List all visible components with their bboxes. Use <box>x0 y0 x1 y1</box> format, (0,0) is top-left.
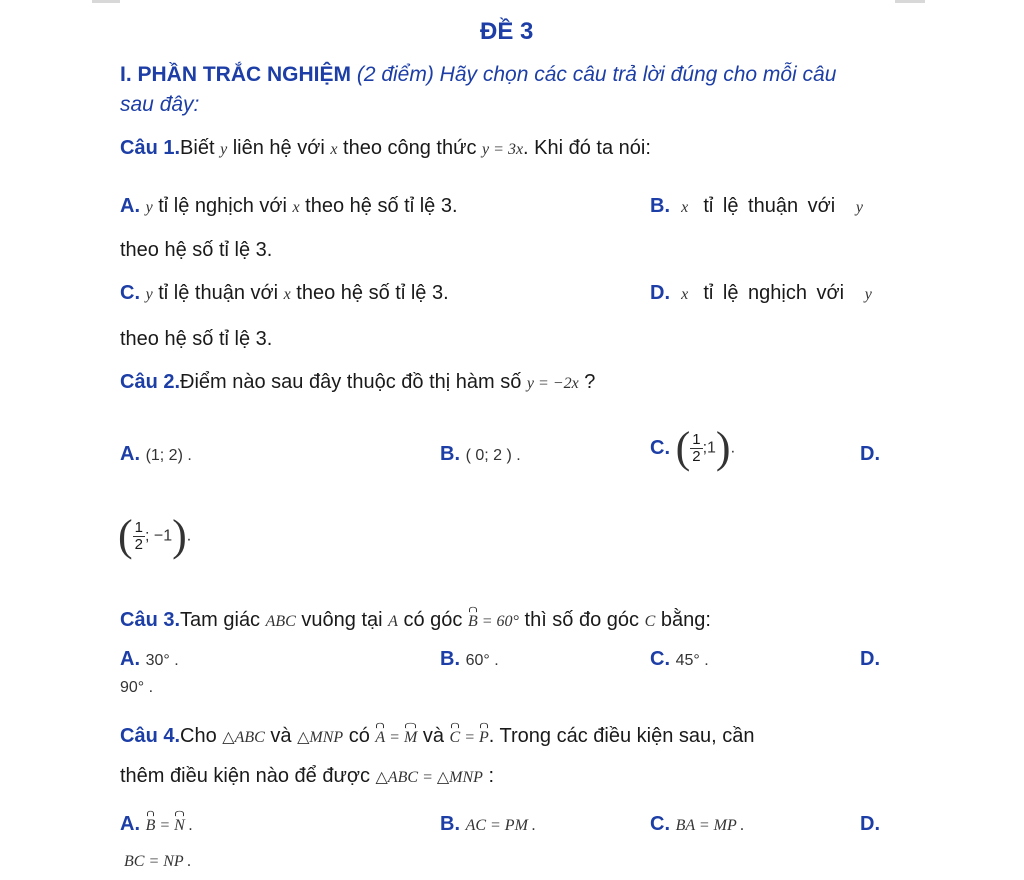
q4-option-d[interactable] <box>860 812 880 836</box>
q1-a-var-1: y <box>145 199 153 216</box>
q2-c-num: 1 <box>692 430 701 448</box>
q2-d-fraction <box>133 520 145 553</box>
q3-triangle: ABC <box>265 613 296 630</box>
q4-congruence: △ABC = △MNP <box>375 769 483 786</box>
q4-eq-1: = <box>385 729 404 746</box>
q1-text-1: Biết <box>180 137 221 159</box>
q3-text-1: Tam giác <box>180 609 266 631</box>
q3-b-value: 60° . <box>465 652 499 669</box>
q4-option-b[interactable] <box>440 812 536 836</box>
top-edge-right <box>895 0 925 3</box>
q1-a-text-1: tỉ lệ nghịch với <box>152 195 293 217</box>
q1-option-d[interactable] <box>650 281 872 305</box>
q4-b-value: AC = PM . <box>465 817 536 834</box>
q4-a-end: . <box>184 817 193 834</box>
q3-option-a-label: A. <box>120 648 140 670</box>
top-edge-left <box>92 0 120 3</box>
q4-option-a[interactable] <box>120 812 193 836</box>
q1-c-text-2: theo hệ số tỉ lệ 3. <box>290 282 449 304</box>
q3-c-value: 45° . <box>675 652 709 669</box>
q2-c-rest: ;1 <box>702 439 716 457</box>
question-3 <box>120 608 711 632</box>
q1-formula: y = 3x <box>482 141 524 158</box>
q2-text-2: ? <box>578 371 596 393</box>
q4-text-3: có <box>343 725 376 747</box>
question-4 <box>120 724 755 748</box>
q3-angle-eq: = 60° <box>477 613 519 630</box>
q3-text-4: thì số đo góc <box>518 609 645 631</box>
q1-c-text-1: tỉ lệ thuận với <box>152 282 284 304</box>
q2-d-end: . <box>186 527 192 545</box>
q4-option-d-label: D. <box>860 813 880 835</box>
question-2-label: Câu 2. <box>120 371 181 393</box>
q2-b-value: ( 0; 2 ) . <box>465 447 521 464</box>
q3-a-value: 30° . <box>145 652 179 669</box>
q4-text-2: và <box>264 725 298 747</box>
q1-a-text-2: theo hệ số tỉ lệ 3. <box>299 195 458 217</box>
q1-var-2: x <box>330 141 338 158</box>
q4-option-c[interactable] <box>650 812 744 836</box>
q1-text-2: liên hệ với <box>227 137 331 159</box>
q2-option-c[interactable] <box>650 423 736 472</box>
q4-angle-a: A <box>375 729 386 746</box>
q1-b-var-2: y <box>855 199 863 216</box>
section-heading-main: I. PHẦN TRẮC NGHIỆM <box>120 63 351 86</box>
q2-c-den: 2 <box>692 447 701 465</box>
q3-option-b[interactable] <box>440 647 499 671</box>
q1-option-c-label: C. <box>120 282 140 304</box>
q1-b-text-1: tỉ lệ thuận với <box>693 195 845 217</box>
q1-b-var-1: x <box>681 199 689 216</box>
q2-d-den: 2 <box>134 535 143 553</box>
section-heading-line2: sau đây: <box>120 93 200 116</box>
q4-text-1: Cho <box>180 725 223 747</box>
q2-option-b-label: B. <box>440 443 460 465</box>
q4-triangle-2: △MNP <box>297 729 344 746</box>
q1-text-4: . Khi đó ta nói: <box>523 137 651 159</box>
q3-option-d-label: D. <box>860 648 880 670</box>
question-4-line2 <box>120 764 494 788</box>
q1-d-var-2: y <box>864 286 872 303</box>
q2-c-end: . <box>730 439 736 457</box>
q2-c-fraction <box>690 432 702 465</box>
q4-a-angle-n: N <box>174 817 185 834</box>
q4-a-angle-b: B <box>145 817 156 834</box>
q1-option-c[interactable] <box>120 281 449 305</box>
q4-a-eq: = <box>155 817 175 834</box>
q2-option-d-label: D. <box>860 443 880 465</box>
q4-triangle-1: △ABC <box>222 729 265 746</box>
q2-option-d-value <box>118 511 192 560</box>
q3-vertex-a: A <box>388 613 398 630</box>
q2-option-a[interactable] <box>120 442 192 466</box>
q1-option-b[interactable] <box>650 194 863 218</box>
q4-text-5: . Trong các điều kiện sau, cần <box>488 725 755 747</box>
q2-d-open-paren: ( <box>118 511 133 560</box>
q1-text-3: theo công thức <box>337 137 483 159</box>
q2-a-value: (1; 2) . <box>145 447 192 464</box>
q1-c-var-2: x <box>283 286 291 303</box>
q2-formula: y = −2x <box>526 375 579 392</box>
q3-d-value: 90° . <box>120 679 154 696</box>
section-heading-rest: (2 điểm) Hãy chọn các câu trả lời đúng cho mỗi câu <box>351 63 837 86</box>
q1-option-d-label: D. <box>650 282 670 304</box>
q3-option-a[interactable] <box>120 647 179 671</box>
q1-option-b-label: B. <box>650 195 670 217</box>
q3-option-c-label: C. <box>650 648 670 670</box>
q1-a-var-2: x <box>292 199 300 216</box>
q3-text-2: vuông tại <box>295 609 389 631</box>
q2-d-num: 1 <box>134 518 143 536</box>
q2-option-a-label: A. <box>120 443 140 465</box>
q1-c-var-1: y <box>145 286 153 303</box>
question-2 <box>120 370 595 394</box>
q4-line2-text: thêm điều kiện nào để được <box>120 765 376 787</box>
q1-option-d-cont: theo hệ số tỉ lệ 3. <box>120 328 273 350</box>
q2-text-1: Điểm nào sau đây thuộc đồ thị hàm số <box>180 371 527 393</box>
q1-d-text-1: tỉ lệ nghịch với <box>693 282 854 304</box>
q4-text-6: : <box>482 765 495 787</box>
q2-option-d[interactable] <box>860 442 880 466</box>
q1-var-1: y <box>220 141 228 158</box>
q3-option-d[interactable] <box>860 647 880 671</box>
q1-option-a[interactable] <box>120 194 458 218</box>
q1-option-b-cont: theo hệ số tỉ lệ 3. <box>120 239 273 261</box>
q3-option-c[interactable] <box>650 647 709 671</box>
q3-option-b-label: B. <box>440 648 460 670</box>
q2-option-c-label: C. <box>650 437 670 459</box>
q2-d-rest: ; −1 <box>145 527 173 545</box>
q4-option-c-label: C. <box>650 813 670 835</box>
q3-text-5: bằng: <box>655 609 711 631</box>
question-3-label: Câu 3. <box>120 609 181 631</box>
section-heading <box>120 62 836 87</box>
q2-d-close-paren: ) <box>172 511 187 560</box>
q4-option-b-label: B. <box>440 813 460 835</box>
question-1 <box>120 136 651 160</box>
q1-option-a-label: A. <box>120 195 140 217</box>
q4-c-value: BA = MP . <box>675 817 745 834</box>
q2-option-b[interactable] <box>440 442 521 466</box>
q4-angle-p: P <box>479 729 489 746</box>
q4-option-a-label: A. <box>120 813 140 835</box>
q4-text-4: và <box>417 725 450 747</box>
q3-angle-b: B <box>467 613 478 630</box>
question-1-label: Câu 1. <box>120 137 181 159</box>
exam-title: ĐỀ 3 <box>480 18 534 45</box>
q4-eq-2: = <box>460 729 480 746</box>
q3-vertex-c: C <box>644 613 656 630</box>
q2-c-close-paren: ) <box>715 423 731 472</box>
q3-text-3: có góc <box>397 609 468 631</box>
q2-c-open-paren: ( <box>675 423 691 472</box>
q4-angle-c: C <box>449 729 461 746</box>
q1-d-var-1: x <box>681 286 689 303</box>
q4-d-value: BC = NP . <box>124 853 192 870</box>
question-4-label: Câu 4. <box>120 725 181 747</box>
q4-angle-m: M <box>403 729 418 746</box>
